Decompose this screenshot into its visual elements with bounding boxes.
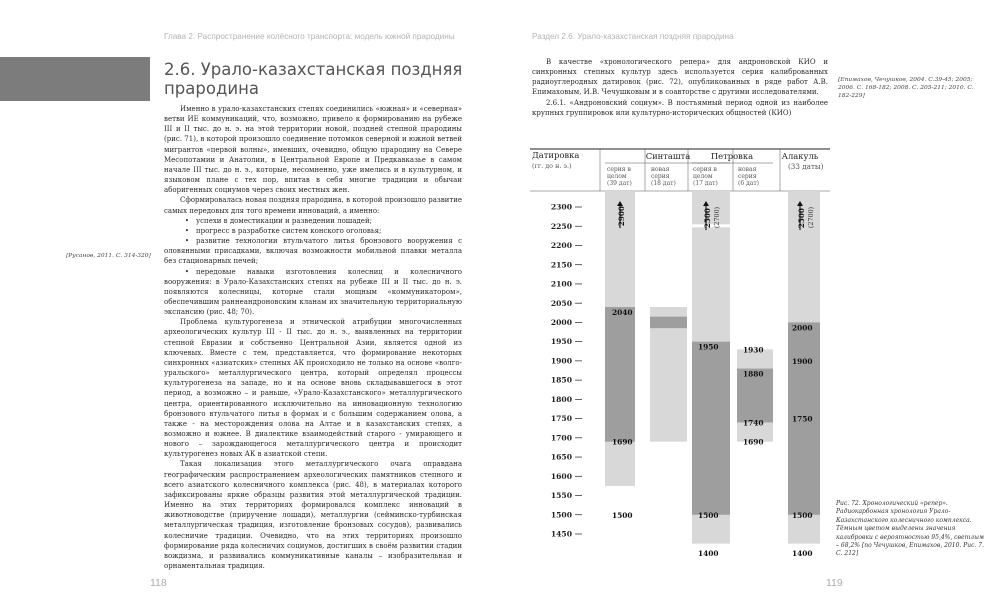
column-subheader: (18 дат) — [651, 180, 676, 187]
value-label: 1930 — [743, 345, 764, 355]
value-label: 1500 — [612, 510, 633, 520]
chapter-band — [0, 57, 150, 101]
chronology-chart — [530, 143, 830, 559]
value-label: 1400 — [698, 549, 719, 559]
list-item: • прогресс в разработке систем конского оголовья; — [184, 226, 382, 235]
column-subheader: целом — [693, 173, 713, 180]
y-tick-label: 1550 — [550, 491, 572, 501]
y-tick-label: 2150 — [550, 260, 572, 270]
value-label: 2040 — [612, 308, 633, 318]
list-item: • успехи в доместикации и разведении лошадей; — [184, 216, 372, 225]
column-subheader: (39 дат) — [607, 180, 632, 187]
list-item: • развитие технологии втульчатого литья бронзового вооружения с оловянными присадками, включая возможности мобильной плавки металла без стационарных печей; — [164, 237, 462, 266]
arrow-label-paren: (2700) — [807, 206, 815, 229]
column-subheader: новая — [651, 166, 670, 173]
y-tick-label: 1500 — [550, 510, 572, 520]
list-item: • передовые навыки изготовления колесниц и колесничного вооружения: в Урало-Казахстанских степях на рубеже III и II тыс. до н. э. появляются колесницы, которые стали мощным «коммуникатором», обеспечившим раннеандроновским кланам их значительную территориальную экспансию (рис. 48; 70). — [164, 267, 462, 317]
right-side-note: [Епимахов, Чечушков, 2004. С.39-45; 2005; 2006. С. 168-182; 2008. С. 205-211; 2010. С. 182-229] — [838, 77, 974, 99]
arrow-label: 2900 — [617, 206, 626, 227]
arrow-label: 2500 — [703, 208, 712, 229]
y-tick-label: 1750 — [550, 414, 572, 424]
group-name: Петровка — [710, 151, 754, 161]
right-body-text — [532, 57, 828, 118]
column-subheader: (6 дат) — [738, 180, 759, 187]
value-label: 1740 — [743, 418, 764, 428]
paragraph: Именно в урало-казахстанских степях соединились «южная» и «северная» ветви ИЕ коммуникаций, что, возможно, привело к формированию на рубеже III и II тыс. до н. э. на этой территории новой, поздней степной прародины (рис. 71), в которой произошло соединение потомков северной и южной ветвей мигрантов «первой волны», имевших, очевидно, общую прародину на Севере Месопотамии и Анатолии, в Центральной Европе и Предкавказье в самом начале III тыс. до н. э., которые, несомненно, уже имелись и в культурном, и языковом плане с тех пор, впитав в себя многие традиции и обычаи аборигенных социумов через своих местных жен. — [164, 105, 462, 195]
column-subheader: (33 даты) — [788, 162, 824, 171]
figure-caption: Рис. 72. Хронологический «репер». Радиокарбонная хронология Урало-Казахстанского колесничного комплекса. Тёмным цветом выделены значения калибровки с вероятностью 95,4%, светлым – 68,2% [по Чечушков, Епимахов, 2010. Рис. 7. С. 212] — [836, 500, 985, 558]
value-label: 2000 — [792, 323, 813, 333]
arrow-label-paren: (2700) — [713, 206, 721, 229]
column-subheader: новая — [738, 166, 757, 173]
range-bar-dark — [605, 307, 635, 442]
column-subheader: серия в — [607, 166, 631, 173]
y-tick-label: 1700 — [550, 433, 572, 443]
value-label: 1400 — [792, 549, 813, 559]
range-bar-dark — [692, 342, 730, 515]
axis-title: Датировка — [532, 150, 580, 160]
column-subheader: серия — [651, 173, 670, 180]
left-body-text — [164, 104, 462, 571]
column-subheader: (17 дат) — [693, 180, 718, 187]
page-number-right: 119 — [826, 577, 843, 589]
column-subheader: серия в — [693, 166, 717, 173]
value-label: 1900 — [792, 356, 813, 366]
value-label: 1500 — [698, 510, 719, 520]
y-tick-label: 2050 — [550, 298, 572, 308]
y-tick-label: 2300 — [550, 202, 572, 212]
section-title-line2: прародина — [164, 79, 259, 98]
y-tick-label: 1600 — [550, 471, 572, 481]
value-label: 1690 — [743, 437, 764, 447]
y-tick-label: 2200 — [550, 241, 572, 251]
value-label: 1880 — [743, 369, 764, 379]
y-tick-label: 1800 — [550, 394, 572, 404]
section-title — [164, 60, 462, 98]
running-header-left: Глава 2. Распространение колёсного транспорта: модель южной прародины — [164, 32, 455, 41]
group-name: Синташта — [645, 151, 691, 161]
paragraph: 2.6.1. «Андроновский социум». В постъямный период одной из наиболее крупных группировок или культурно-исторических общностей (КИО) — [532, 98, 828, 117]
group-name: Алакуль — [781, 151, 819, 161]
arrow-label: 2500 — [797, 208, 806, 229]
section-title-line1: 2.6. Урало-казахстанская поздняя — [164, 60, 463, 79]
running-header-right: Раздел 2.6. Урало-казахстанская поздняя прародина — [532, 32, 734, 41]
y-tick-label: 1450 — [550, 529, 572, 539]
column-subheader: серия — [738, 173, 757, 180]
y-tick-label: 1850 — [550, 375, 572, 385]
y-tick-label: 2000 — [550, 318, 572, 328]
range-bar-dark — [650, 317, 687, 329]
y-tick-label: 2250 — [550, 221, 572, 231]
paragraph: Такая локализация этого металлургического очага оправдана географическим распространением археологических памятников степного и всего азиатского колесничного комплекса (рис. 48), в материалах которого зафиксированы яркие образцы развития этой металлургической традиции. Именно на этих территориях формировался комплекс инноваций в животноводстве (приручение лошади), металлургии (сейминско-турбинская металлургическая традиция, изготовление бронзовых сосудов), развивались колесничие традиции. Очевидно, что на этих территориях произошло формирование ряда колесничих социумов, достигших в своём развитии стадии вождизма, и развивались коммуникативные каналы – изобразительная и орнаментальная традиция. — [164, 460, 462, 571]
paragraph: Проблема культурогенеза и этнической атрибуции многочисленных археологических культур III - II тыс. до н. э., выявленных на территории степной Евразии и собственно Центральной Азии, является одной из ключевых. Вместе с тем, представляется, что формирование некоторых синхронных «азиатских» степных АК происходило не только на основе «волго-уральского» металлургического центра, который определял процессы культурогенеза на западе, но и на основе вновь складывавшегося в этот период, а возможно – и раньше, «Урало-Казахстанского» металлургического центра, ориентированного исключительно на инновационную технологию бронзового втульчатого литья в формах и с большим содержанием олова, а также - на месторождения олова на Алтае и в казахстанских степях, а возможно и южнее. В диалектике взаимодействий старого - умирающего и нового – зарождающегося металлургического центра и происходит культурогенез новых АК в азиатской степи. — [164, 318, 462, 459]
value-label: 1950 — [698, 342, 719, 352]
page-number-left: 118 — [150, 577, 167, 589]
y-tick-label: 1900 — [550, 356, 572, 366]
y-tick-label: 1950 — [550, 337, 572, 347]
column-subheader: целом — [607, 173, 627, 180]
paragraph: Сформировалась новая поздняя прародина, в которой произошло развитие самых передовых для того времени инноваций, а именно: — [164, 196, 462, 215]
value-label: 1750 — [792, 414, 813, 424]
axis-subtitle: (гг. до н. э.) — [532, 162, 572, 170]
y-tick-label: 2100 — [550, 279, 572, 289]
y-tick-label: 1650 — [550, 452, 572, 462]
paragraph: В качестве «хронологического репера» для андроновской КИО и синхронных степных культур здесь используется серия калиброванных радиоуглеродных датировок (рис. 72), опубликованных в ряде работ А.В. Епимаховым, И.В. Чечушковым и в соавторстве с другими исследователями. — [532, 58, 828, 97]
value-label: 1500 — [792, 510, 813, 520]
left-side-note: [Русанов, 2011. С. 314-320] — [66, 253, 151, 259]
value-label: 1690 — [612, 437, 633, 447]
